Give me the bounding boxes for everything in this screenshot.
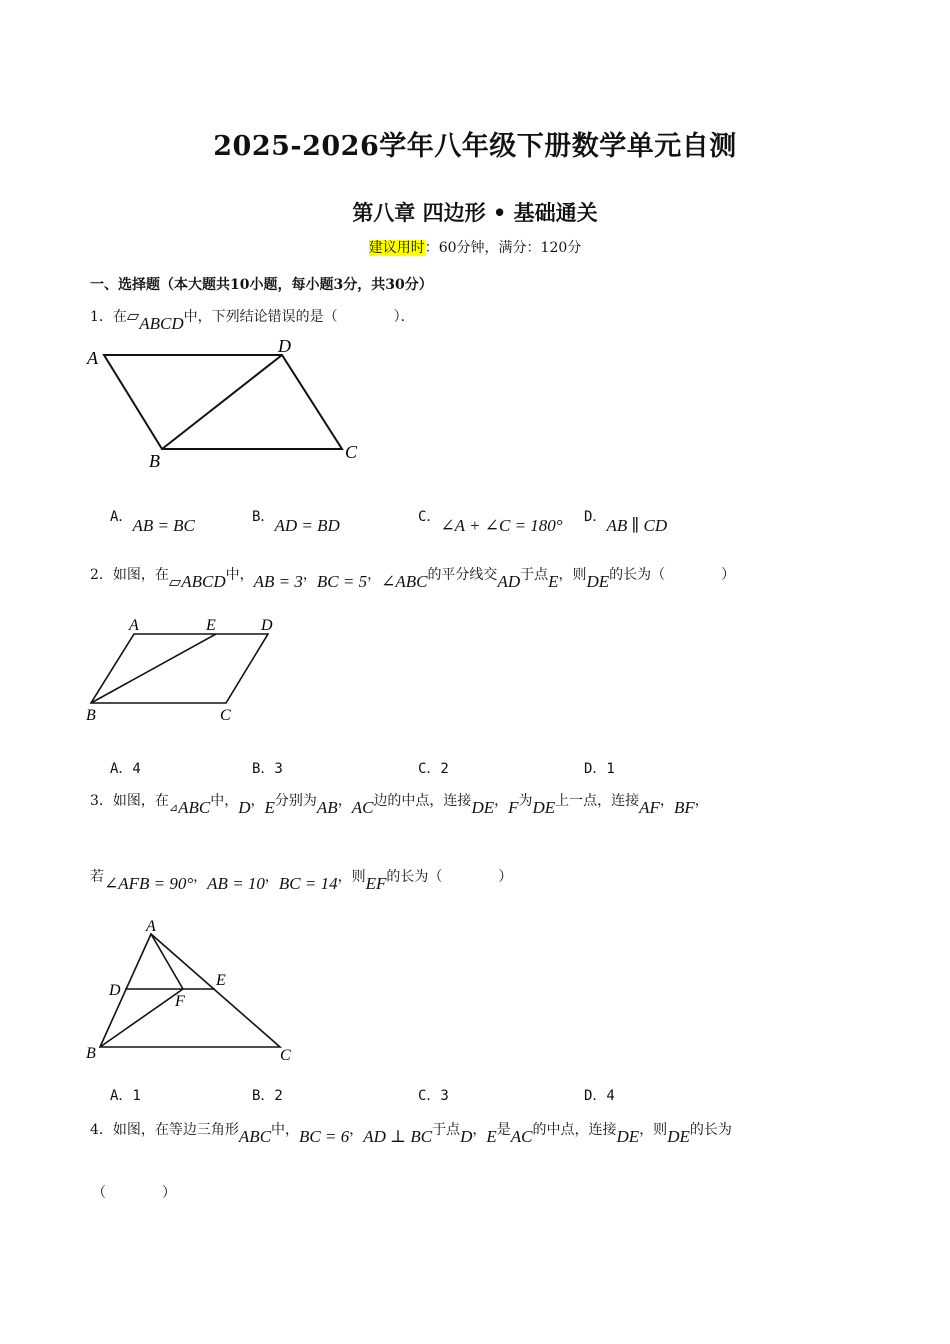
page-subtitle: 第八章 四边形 • 基础通关 — [352, 200, 598, 225]
q3-label-b: B — [86, 1045, 96, 1062]
q2-option-b[interactable]: B．3 — [252, 761, 283, 777]
q2-parallelogram — [91, 634, 268, 703]
question-4-answer-blank: （ ） — [92, 1185, 176, 1201]
q1-label-a: A — [87, 348, 98, 368]
parallelogram-symbol-icon: ▱ — [168, 572, 182, 591]
q1-label-d: D — [278, 336, 291, 356]
q2-label-e: E — [206, 617, 216, 634]
q1-label-c: C — [345, 442, 358, 462]
q2-option-a[interactable]: A．4 — [110, 761, 141, 777]
question-4-stem: 4．如图，在等边三角形ABC中，BC = 6，AD ⊥ BC于点D，E是AC的中点，连接DE，则DE的长为 — [90, 1122, 732, 1146]
q3-label-f: F — [175, 993, 185, 1010]
q1-option-d[interactable]: D．AB ∥ CD — [584, 509, 668, 535]
q1-option-c[interactable]: C．∠A + ∠C = 180° — [418, 509, 563, 535]
q1-text: 中，下列结论错误的是（ ）． — [183, 309, 415, 325]
suggested-time-value: ：60分钟，满分：120分 — [424, 240, 582, 256]
q3-option-a[interactable]: A．1 — [110, 1088, 141, 1104]
question-1-stem — [90, 306, 415, 333]
q3-label-e: E — [216, 972, 226, 989]
suggested-time-label: 建议用时 — [368, 240, 425, 256]
q3-segment-af — [151, 934, 183, 989]
q2-bisector-be — [91, 634, 216, 703]
q1-label-b: B — [149, 451, 160, 471]
q2-label-c: C — [220, 707, 231, 724]
question-2-stem: 2．如图，在▱ABCD中，AB = 3，BC = 5，∠ABC的平分线交AD于点E，则DE的长为（ ） — [90, 567, 736, 591]
triangle-symbol-icon: ⊿ — [168, 801, 179, 814]
q2-option-d[interactable]: D．1 — [584, 761, 615, 777]
q1-math-abcd: ABCD — [139, 314, 184, 333]
section-heading: 一、选择题（本大题共10小题，每小题3分，共30分） — [90, 277, 433, 293]
q1-option-a[interactable]: A．AB = BC — [110, 509, 195, 535]
q3-triangle-abc — [100, 934, 280, 1047]
q2-label-a: A — [129, 617, 139, 634]
q3-option-d[interactable]: D．4 — [584, 1088, 615, 1104]
parallelogram-symbol-icon: ▱ — [126, 306, 140, 325]
q3-option-b[interactable]: B．2 — [252, 1088, 283, 1104]
suggested-time — [0, 237, 950, 257]
q3-figure — [80, 912, 310, 1067]
q3-label-c: C — [280, 1047, 291, 1064]
question-3-stem-line1: 3．如图，在$_⊿$ABC中，D，E分别为AB，AC边的中点，连接DE，F为DE上一点，连接AF，BF， — [90, 793, 709, 817]
q1-number: 1．在 — [90, 309, 127, 325]
q1-figure — [80, 330, 380, 480]
q3-label-a: A — [146, 918, 156, 935]
q2-label-b: B — [86, 707, 96, 724]
q3-option-c[interactable]: C．3 — [418, 1088, 449, 1104]
q1-diagonal-bd — [162, 355, 282, 449]
q2-figure — [80, 612, 300, 727]
question-3-stem-line2: 若∠AFB = 90°，AB = 10，BC = 14，则EF的长为（ ） — [90, 869, 513, 893]
q2-label-d: D — [261, 617, 273, 634]
page-title: 2025-2026学年八年级下册数学单元自测 — [213, 131, 737, 162]
q1-option-b[interactable]: B．AD = BD — [252, 509, 340, 535]
q2-option-c[interactable]: C．2 — [418, 761, 449, 777]
q3-label-d: D — [109, 982, 121, 999]
